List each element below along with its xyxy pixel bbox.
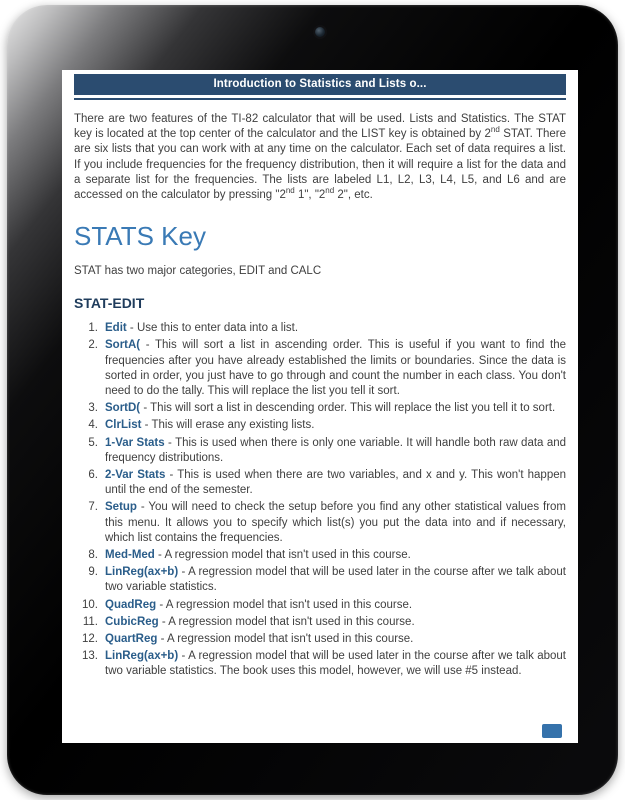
document-page	[62, 70, 578, 680]
list-number: 3.	[88, 402, 98, 415]
list-term: LinReg(ax+b)	[105, 650, 179, 663]
list-description: A regression model that will be used later in the course after we talk about two variable statistics. The book uses this model, however, we will use #5 instead.	[105, 650, 566, 678]
stats-categories-text: STAT has two major categories, EDIT and CALC	[74, 265, 322, 278]
list-description: A regression model that isn't used in this course.	[165, 598, 413, 611]
list-number: 7.	[88, 501, 98, 514]
list-item	[74, 418, 566, 433]
tablet-bezel	[7, 5, 618, 795]
list-number: 13.	[82, 650, 98, 663]
list-text	[105, 468, 566, 498]
list-number: 11.	[82, 615, 98, 628]
list-term: SortD(	[105, 402, 141, 415]
list-item	[74, 548, 566, 563]
list-description: This will sort a list in ascending order. This is useful if you want to find the frequencies after you have already established the limits or boundaries. Since the data is sorted in order, you just have to go through and count the number in each class. You don't need to do the tally. This will replace the list you tell it sort.	[105, 339, 567, 398]
list-text	[105, 632, 566, 647]
list-text	[105, 338, 566, 399]
list-number: 6.	[88, 469, 98, 482]
list-separator: -	[136, 501, 149, 514]
list-description: Use this to enter data into a list.	[136, 322, 299, 335]
list-term: ClrList	[105, 419, 142, 432]
list-text	[105, 436, 566, 466]
list-separator: -	[157, 633, 167, 646]
stat-edit-heading: STAT-EDIT	[74, 295, 145, 312]
document-title: Introduction to Statistics and Lists o...	[213, 78, 427, 90]
list-separator: -	[140, 402, 151, 415]
list-text	[105, 615, 566, 630]
list-text	[105, 321, 566, 336]
list-item	[74, 649, 566, 679]
list-separator: -	[126, 322, 137, 335]
list-number: 2.	[88, 339, 98, 352]
title-divider	[74, 98, 566, 100]
list-description: This will sort a list in descending order. This will replace the list you tell it to sort.	[150, 402, 556, 415]
list-term: CubicReg	[105, 615, 159, 628]
list-description: A regression model that isn't used in this course.	[164, 549, 411, 562]
list-separator: -	[165, 469, 178, 482]
list-description: This is used when there is only one variable. It will handle both raw data and frequency distributions.	[105, 436, 567, 464]
list-number: 9.	[88, 566, 98, 579]
stat-edit-list	[74, 321, 566, 679]
list-number: 12.	[82, 633, 98, 646]
list-term: 1-Var Stats	[105, 436, 165, 449]
list-text	[105, 401, 566, 416]
list-term: Edit	[105, 322, 127, 335]
list-description: A regression model that isn't used in this course.	[168, 615, 415, 628]
list-item	[74, 321, 566, 336]
list-item	[74, 468, 566, 498]
front-camera	[315, 27, 325, 37]
list-separator: -	[140, 339, 155, 352]
list-number: 10.	[82, 598, 98, 611]
list-item	[74, 632, 566, 647]
list-separator: -	[156, 598, 166, 611]
list-number: 1.	[88, 322, 98, 335]
list-term: QuartReg	[105, 633, 158, 646]
list-term: SortA(	[105, 339, 141, 352]
list-separator: -	[154, 549, 165, 562]
list-separator: -	[178, 566, 189, 579]
list-text	[105, 565, 566, 595]
list-number: 4.	[88, 419, 98, 432]
list-item	[74, 598, 566, 613]
list-item	[74, 436, 566, 466]
list-term: QuadReg	[105, 598, 157, 611]
screen	[62, 70, 578, 743]
list-description: This is used when there are two variables, and x and y. This won't happen until the end of the semester.	[105, 469, 567, 497]
list-description: This will erase any existing lists.	[151, 419, 315, 432]
list-term: LinReg(ax+b)	[105, 566, 179, 579]
list-text	[105, 649, 566, 679]
list-separator: -	[164, 436, 176, 449]
list-text	[105, 418, 566, 433]
list-description: A regression model that isn't used in this course.	[167, 633, 414, 646]
list-item	[74, 500, 566, 546]
list-text	[105, 548, 566, 563]
list-item	[74, 338, 566, 399]
stats-key-heading: STATS Key	[74, 221, 206, 252]
list-number: 5.	[88, 436, 98, 449]
list-number: 8.	[88, 549, 98, 562]
list-text	[105, 500, 566, 546]
list-term: 2-Var Stats	[105, 469, 166, 482]
list-description: You will need to check the setup before you find any other statistical values from this menu. It allows you to specify which list(s) you put the data into and if necessary, which list contains the frequencies.	[105, 501, 566, 544]
list-separator: -	[141, 419, 152, 432]
list-separator: -	[178, 650, 189, 663]
list-item	[74, 565, 566, 595]
list-item	[74, 401, 566, 416]
corner-action-button[interactable]	[542, 724, 562, 738]
list-description: A regression model that will be used later in the course after we talk about two variable statistics.	[105, 566, 566, 594]
list-term: Med-Med	[105, 549, 155, 562]
list-text	[105, 598, 566, 613]
list-term: Setup	[105, 501, 137, 514]
document-title-bar	[74, 74, 566, 95]
list-separator: -	[158, 615, 169, 628]
list-item	[74, 615, 566, 630]
intro-paragraph: There are two features of the TI-82 calculator that will be used. Lists and Statistics. The STAT key is located at the top center of the calculator and the LIST key is obtained by 2nd STAT. There are six lists that you can work with at any time on the calculator. Each set of data requires a list. If you include frequencies for the frequency distribution, then it will require a list for the data and a separate list for the frequencies. The lists are labeled L1, L2, L3, L4, L5, and L6 and are accessed on the calculator by pressing "2nd 1", "2nd 2", etc.	[74, 113, 566, 202]
